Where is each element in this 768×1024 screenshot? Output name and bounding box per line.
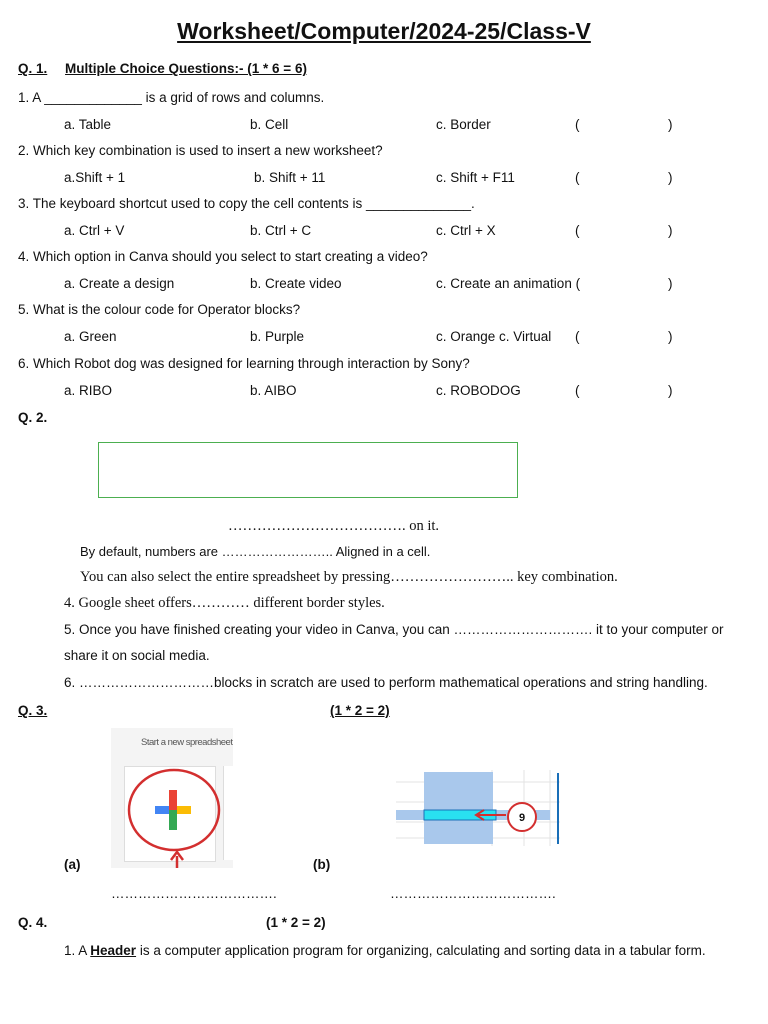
- q3-answer-open: (: [575, 223, 580, 238]
- fill-line-4: 4. Google sheet offers………… different border styles.: [64, 595, 385, 611]
- q5-option-c: c. Orange c. Virtual: [436, 329, 552, 344]
- column-select-graphic: [396, 770, 560, 846]
- worksheet-title: Worksheet/Computer/2024-25/Class-V: [177, 18, 591, 44]
- plus-icon: [111, 728, 233, 868]
- q1-option-a: a. Table: [64, 117, 112, 132]
- fill-line-6: 6. …………………………blocks in scratch are used to perform mathematical operations and string handling.: [64, 675, 708, 690]
- q1-answer-close: ): [668, 117, 673, 132]
- fill-line-5: 5. Once you have finished creating your video in Canva, you can …………………………. it to your computer or: [64, 622, 724, 637]
- q4-keyword: Header: [90, 943, 137, 958]
- q4-statement-suffix: is a computer application program for organizing, calculating and sorting data in a tabular form.: [136, 943, 706, 958]
- q5-option-a: a. Green: [64, 329, 117, 344]
- q1-label: Q. 1.: [18, 61, 48, 76]
- question-4: 4. Which option in Canva should you select to start creating a video?: [18, 249, 428, 264]
- q6-option-b: b. AIBO: [250, 383, 297, 398]
- blank-b: ……………………………….: [390, 886, 556, 901]
- q2-option-a: a.Shift + 1: [64, 170, 126, 185]
- q2-answer-close: ): [668, 170, 673, 185]
- blank-green-box: [98, 442, 518, 498]
- question-5: 5. What is the colour code for Operator blocks?: [18, 302, 301, 317]
- q6-option-c: c. ROBODOG: [436, 383, 521, 398]
- q6-answer-open: (: [575, 383, 580, 398]
- q3-option-c: c. Ctrl + X: [436, 223, 496, 238]
- q4-label: Q. 4.: [18, 915, 48, 930]
- image-b-number: 9: [518, 812, 526, 824]
- column-select-image: [396, 770, 560, 846]
- q3-answer-close: ): [668, 223, 673, 238]
- fill-line-3: You can also select the entire spreadsheet by pressing…………………….. key combination.: [80, 569, 618, 585]
- label-a: (a): [64, 857, 81, 872]
- fill-line-5-cont: share it on social media.: [64, 648, 210, 663]
- q3-label: Q. 3.: [18, 703, 48, 718]
- q5-option-b: b. Purple: [250, 329, 305, 344]
- q2-answer-open: (: [575, 170, 580, 185]
- q2-label: Q. 2.: [18, 410, 48, 425]
- question-6: 6. Which Robot dog was designed for learning through interaction by Sony?: [18, 356, 470, 371]
- q2-option-c: c. Shift + F11: [436, 170, 515, 185]
- q3-option-b: b. Ctrl + C: [250, 223, 312, 238]
- q3-option-a: a. Ctrl + V: [64, 223, 125, 238]
- q1-header: [18, 61, 307, 76]
- label-b: (b): [313, 857, 331, 872]
- q5-answer-close: ): [668, 329, 673, 344]
- image-a-caption: Start a new spreadsheet: [141, 737, 233, 748]
- q6-option-a: a. RIBO: [64, 383, 113, 398]
- q6-answer-close: ): [668, 383, 673, 398]
- new-spreadsheet-image: [111, 728, 233, 868]
- q1-option-c: c. Border: [436, 117, 491, 132]
- fill-line-2: By default, numbers are …………………….. Aligned in a cell.: [80, 544, 431, 559]
- q4-statement-prefix: 1. A: [64, 943, 91, 958]
- question-3: 3. The keyboard shortcut used to copy the cell contents is ______________.: [18, 196, 475, 211]
- q3-marks: (1 * 2 = 2): [330, 703, 390, 718]
- q1-heading: Multiple Choice Questions:- (1 * 6 = 6): [65, 61, 307, 76]
- q4-option-c: c. Create an animation (: [436, 276, 581, 291]
- q4-statement-1: [64, 943, 706, 958]
- q4-marks: (1 * 2 = 2): [266, 915, 326, 930]
- q5-answer-open: (: [575, 329, 580, 344]
- question-1: 1. A _____________ is a grid of rows and columns.: [18, 90, 325, 105]
- q4-answer-close: ): [668, 276, 673, 291]
- q1-option-b: b. Cell: [250, 117, 289, 132]
- q4-option-b: b. Create video: [250, 276, 342, 291]
- q1-answer-open: (: [575, 117, 580, 132]
- q2-option-b: b. Shift + 11: [254, 170, 326, 185]
- blank-a: ……………………………….: [111, 886, 277, 901]
- fill-line-1: ………………………………. on it.: [228, 518, 440, 534]
- q4-option-a: a. Create a design: [64, 276, 175, 291]
- question-2: 2. Which key combination is used to insert a new worksheet?: [18, 143, 383, 158]
